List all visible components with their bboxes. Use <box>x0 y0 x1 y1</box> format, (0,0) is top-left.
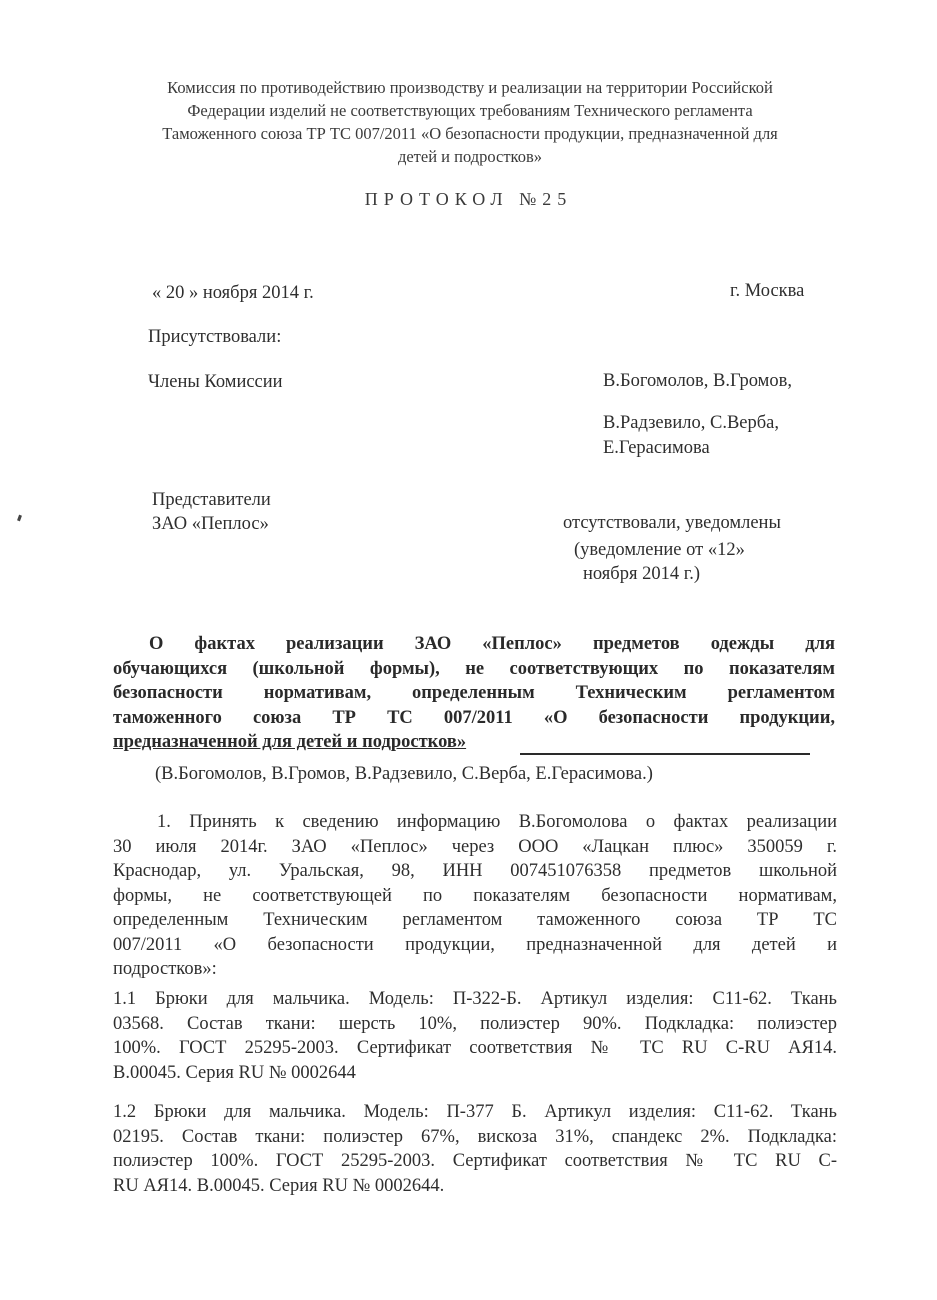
protocol-date: « 20 » ноября 2014 г. <box>152 283 314 303</box>
item-1-2 <box>113 1100 837 1198</box>
header-line: детей и подростков» <box>397 147 543 166</box>
header-line: Комиссия по противодействию производству и реализации на территории Российской <box>167 78 773 97</box>
header-line: Таможенного союза ТР ТС 007/2011 «О безопасности продукции, предназначенной для <box>162 124 778 143</box>
members-label: Члены Комиссии <box>148 372 283 392</box>
subject-line: таможенного союза ТР ТС 007/2011 «О безопасности продукции, <box>113 707 835 728</box>
item-1-1 <box>113 987 837 1085</box>
item-1-line: 30 июля 2014г. ЗАО «Пеплос» через ООО «Лацкан плюс» 350059 г. <box>113 836 837 857</box>
item-1-line: подростков»: <box>113 959 217 979</box>
commission-header <box>110 76 830 168</box>
speakers-list: (В.Богомолов, В.Громов, В.Радзевило, С.Верба, Е.Герасимова.) <box>155 764 653 784</box>
item-1-line: 007/2011 «О безопасности продукции, предназначенной для детей и <box>113 934 837 955</box>
item-1-line: формы, не соответствующей по показателям безопасности нормативам, <box>113 885 837 906</box>
item-1-1-line: 1.1 Брюки для мальчика. Модель: П-322-Б. Артикул изделия: С11-62. Ткань <box>113 989 837 1009</box>
representatives-label: Представители <box>152 490 271 510</box>
subject-line: безопасности нормативам, определенным Техническим регламентом <box>113 683 835 703</box>
representatives-status: (уведомление от «12» <box>574 540 745 560</box>
item-1 <box>113 810 837 982</box>
present-label: Присутствовали: <box>148 327 282 347</box>
item-1-2-line: 1.2 Брюки для мальчика. Модель: П-377 Б. Артикул изделия: С11-62. Ткань <box>113 1102 837 1122</box>
subject-line: обучающихся (школьной формы), не соответствующих по показателям <box>113 658 835 679</box>
protocol-city: г. Москва <box>730 281 805 301</box>
scan-speck <box>17 515 22 522</box>
subject-line: предназначенной для детей и подростков» <box>113 732 467 752</box>
item-1-1-line: 100%. ГОСТ 25295-2003. Сертификат соответствия № ТС RU C-RU АЯ14. <box>113 1038 837 1058</box>
item-1-line: Краснодар, ул. Уральская, 98, ИНН 007451076358 предметов школьной <box>113 861 837 881</box>
item-1-2-line: 02195. Состав ткани: полиэстер 67%, вискоза 31%, спандекс 2%. Подкладка: <box>113 1126 837 1147</box>
member-line: Е.Герасимова <box>603 438 710 458</box>
member-line: В.Богомолов, В.Громов, <box>603 371 793 391</box>
representatives-status: ноября 2014 г.) <box>583 564 701 584</box>
item-1-2-line: полиэстер 100%. ГОСТ 25295-2003. Сертификат соответствия № ТС RU C- <box>113 1151 837 1171</box>
subject-underline <box>520 753 810 755</box>
agenda-subject <box>113 632 835 755</box>
protocol-title: ПРОТОКОЛ №25 <box>364 189 573 209</box>
subject-line: О фактах реализации ЗАО «Пеплос» предметов одежды для <box>149 634 835 654</box>
header-line: Федерации изделий не соответствующих требованиям Технического регламента <box>187 101 753 120</box>
item-1-line: 1. Принять к сведению информацию В.Богомолова о фактах реализации <box>157 812 837 832</box>
item-1-line: определенным Техническим регламентом таможенного союза ТР ТС <box>113 910 837 930</box>
item-1-1-line: 03568. Состав ткани: шерсть 10%, полиэстер 90%. Подкладка: полиэстер <box>113 1013 837 1034</box>
member-line: В.Радзевило, С.Верба, <box>603 413 780 433</box>
representatives-status: отсутствовали, уведомлены <box>563 513 781 533</box>
item-1-1-line: B.00045. Серия RU № 0002644 <box>113 1062 356 1083</box>
representatives-label: ЗАО «Пеплос» <box>152 514 269 534</box>
item-1-2-line: RU АЯ14. B.00045. Серия RU № 0002644. <box>113 1175 445 1196</box>
